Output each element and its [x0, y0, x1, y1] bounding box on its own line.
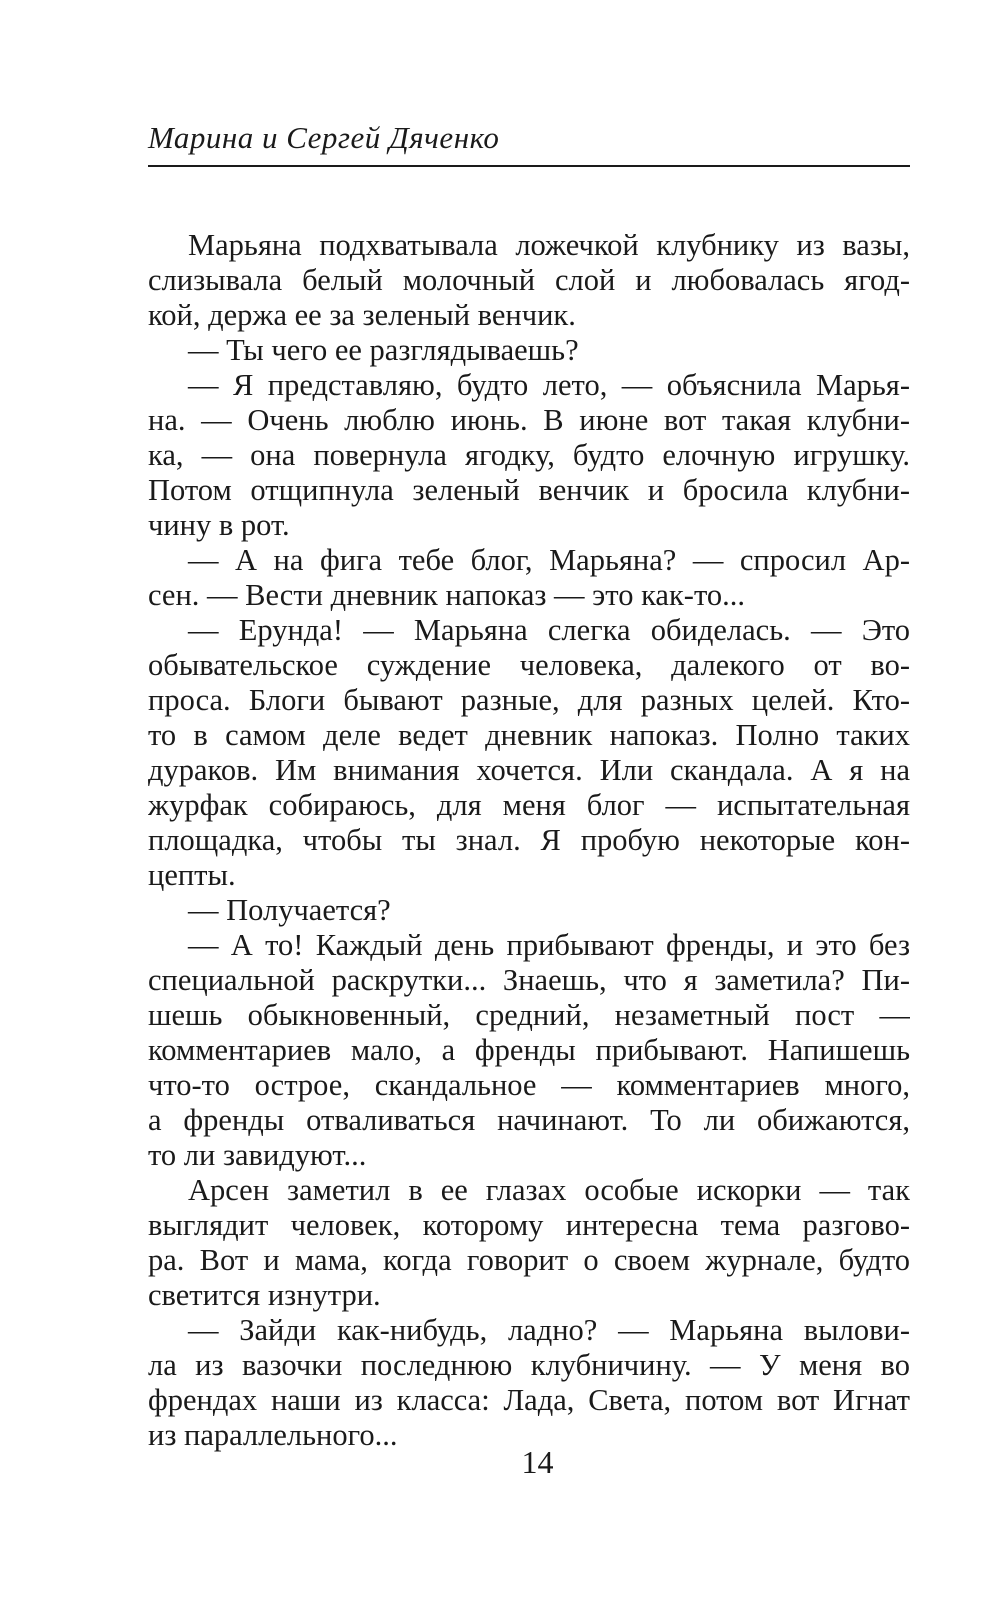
- text-line: на. — Очень люблю июнь. В июне вот такая клубни-: [148, 403, 910, 437]
- text-line: специальной раскрутки... Знаешь, что я заметила? Пи-: [148, 963, 910, 997]
- text-line: ла из вазочки последнюю клубничину. — У меня во: [148, 1348, 910, 1382]
- text-line: ра. Вот и мама, когда говорит о своем журнале, будто: [148, 1243, 910, 1277]
- text-line: — Получается?: [188, 893, 391, 927]
- text-line: а френды отваливаться начинают. То ли обижаются,: [148, 1103, 910, 1137]
- body-text: [148, 228, 910, 1453]
- text-line: ка, — она повернула ягодку, будто елочную игрушку.: [148, 438, 910, 472]
- text-line: комментариев мало, а френды прибывают. Напишешь: [148, 1033, 910, 1067]
- text-line: площадка, чтобы ты знал. Я пробую некоторые кон-: [148, 823, 910, 857]
- text-line: Арсен заметил в ее глазах особые искорки — так: [188, 1173, 910, 1207]
- text-line: Марьяна подхватывала ложечкой клубнику из вазы,: [188, 228, 910, 262]
- text-line: сен. — Вести дневник напоказ — это как-то...: [148, 578, 745, 612]
- text-line: френдах наши из класса: Лада, Света, потом вот Игнат: [148, 1383, 910, 1417]
- text-line: журфак собираюсь, для меня блог — испытательная: [148, 788, 910, 822]
- text-line: — А на фига тебе блог, Марьяна? — спросил Ар-: [188, 543, 910, 577]
- text-line: кой, держа ее за зеленый венчик.: [148, 298, 576, 332]
- text-line: обывательское суждение человека, далекого от во-: [148, 648, 910, 682]
- text-line: шешь обыкновенный, средний, незаметный пост —: [148, 998, 910, 1032]
- text-line: выглядит человек, которому интересна тема разгово-: [148, 1208, 910, 1242]
- text-line: что-то острое, скандальное — комментариев много,: [148, 1068, 910, 1102]
- text-line: из параллельного...: [148, 1418, 398, 1452]
- text-line: проса. Блоги бывают разные, для разных целей. Кто-: [148, 683, 910, 717]
- text-line: дураков. Им внимания хочется. Или скандала. А я на: [148, 753, 910, 787]
- text-line: светится изнутри.: [148, 1278, 381, 1312]
- text-line: цепты.: [148, 858, 236, 892]
- text-line: то в самом деле ведет дневник напоказ. Полно таких: [148, 718, 910, 752]
- page-number: 14: [521, 1444, 554, 1480]
- text-line: — Зайди как-нибудь, ладно? — Марьяна вылови-: [188, 1313, 910, 1347]
- text-line: чину в рот.: [148, 508, 290, 542]
- header-rule: [148, 165, 910, 167]
- text-line: слизывала белый молочный слой и любовалась ягод-: [148, 263, 910, 297]
- running-head: Марина и Сергей Дяченко: [148, 120, 500, 155]
- text-line: Потом отщипнула зеленый венчик и бросила клубни-: [148, 473, 910, 507]
- text-line: то ли завидуют...: [148, 1138, 367, 1172]
- text-line: — Ерунда! — Марьяна слегка обиделась. — Это: [188, 613, 910, 647]
- text-line: — Я представляю, будто лето, — объяснила Марья-: [188, 368, 910, 402]
- text-line: — А то! Каждый день прибывают френды, и это без: [188, 928, 910, 962]
- text-line: — Ты чего ее разглядываешь?: [188, 333, 579, 367]
